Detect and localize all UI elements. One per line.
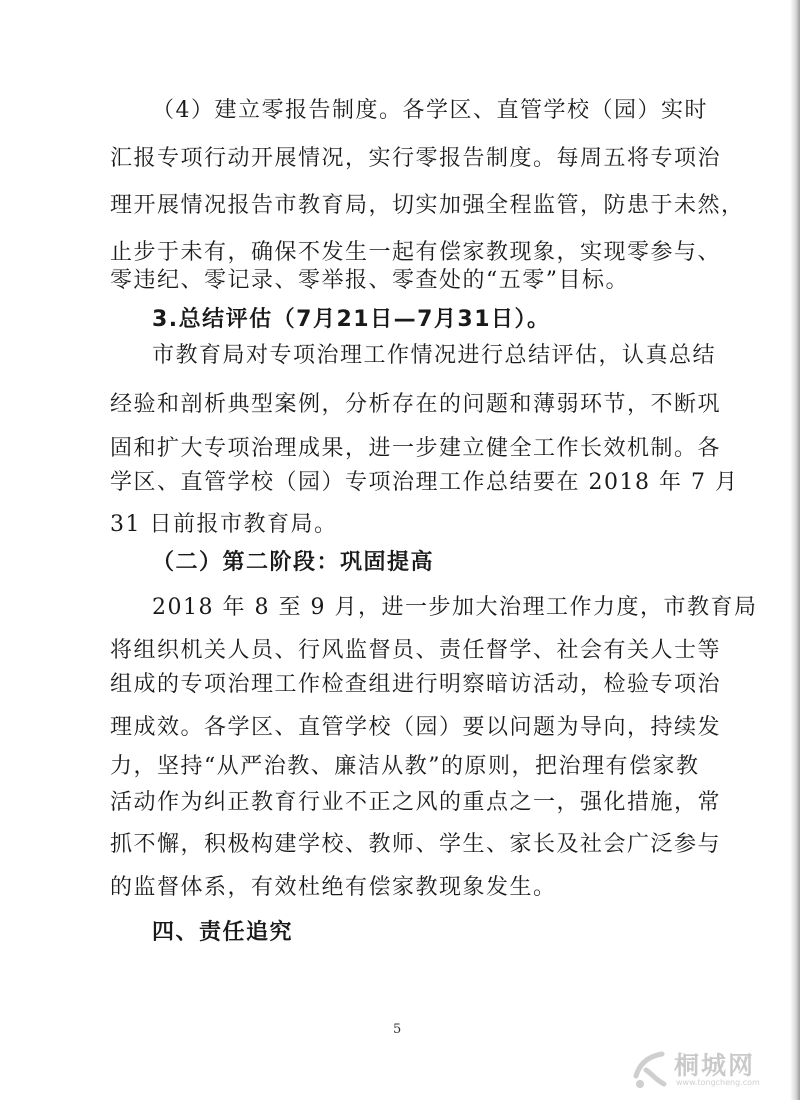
section-heading: 3.总结评估（7月21日—7月31日）。 xyxy=(152,307,551,332)
paragraph-line: 固和扩大专项治理成果，进一步建立健全工作长效机制。各 xyxy=(110,436,722,461)
paragraph-line: 市教育局对专项治理工作情况进行总结评估，认真总结 xyxy=(152,343,717,368)
paragraph-line: 2018 年 8 至 9 月，进一步加大治理工作力度，市教育局 xyxy=(152,595,758,620)
paragraph-line: 的监督体系，有效杜绝有偿家教现象发生。 xyxy=(110,875,557,900)
paragraph-line: 零违纪、零记录、零举报、零查处的“五零”目标。 xyxy=(110,268,629,293)
paragraph-line: 理开展情况报告市教育局，切实加强全程监管，防患于未然， xyxy=(110,193,745,218)
paragraph-line: 汇报专项行动开展情况，实行零报告制度。每周五将专项治 xyxy=(110,146,722,171)
paragraph-line: （4）建立零报告制度。各学区、直管学校（园）实时 xyxy=(152,98,708,123)
paragraph-line: 组成的专项治理工作检查组进行明察暗访活动，检验专项治 xyxy=(110,672,722,697)
watermark-text: 桐城网 xyxy=(674,1051,756,1080)
page-edge-shadow xyxy=(790,0,800,1100)
paragraph-line: 活动作为纠正教育行业不正之风的重点之一，强化措施，常 xyxy=(110,790,722,815)
watermark-logo-icon xyxy=(628,1046,672,1090)
paragraph-line: 理成效。各学区、直管学校（园）要以问题为导向，持续发 xyxy=(110,715,722,740)
paragraph-line: 31 日前报市教育局。 xyxy=(110,512,338,537)
watermark xyxy=(628,1044,788,1092)
paragraph-line: 力，坚持“从严治教、廉洁从教”的原则，把治理有偿家教 xyxy=(110,754,700,779)
section-heading: 四、责任追究 xyxy=(152,920,294,945)
paragraph-line: 抓不懈，积极构建学校、教师、学生、家长及社会广泛参与 xyxy=(110,832,722,857)
section-heading: （二）第二阶段：巩固提高 xyxy=(152,550,435,575)
paragraph-line: 学区、直管学校（园）专项治理工作总结要在 2018 年 7 月 xyxy=(110,470,739,495)
watermark-subtext: www.tongcheng.com xyxy=(676,1078,760,1087)
paragraph-line: 止步于未有，确保不发生一起有偿家教现象，实现零参与、 xyxy=(110,240,722,265)
paragraph-line: 将组织机关人员、行风监督员、责任督学、社会有关人士等 xyxy=(110,638,722,663)
paragraph-line: 经验和剖析典型案例，分析存在的问题和薄弱环节，不断巩 xyxy=(110,392,722,417)
page-number: 5 xyxy=(393,1022,402,1037)
